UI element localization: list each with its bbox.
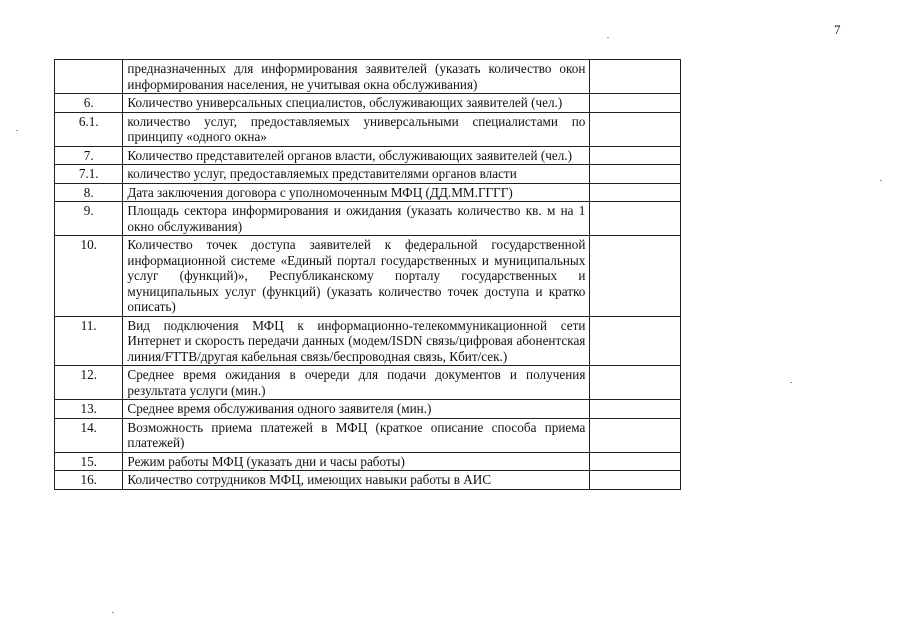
- row-value-cell: [590, 94, 681, 113]
- row-value-cell: [590, 183, 681, 202]
- row-value-cell: [590, 146, 681, 165]
- table-row: [55, 366, 681, 400]
- scan-speck: [112, 612, 114, 613]
- row-description: Среднее время обслуживания одного заявителя (мин.): [123, 400, 590, 419]
- scan-speck: [880, 180, 882, 181]
- row-description: Количество сотрудников МФЦ, имеющих навыки работы в АИС: [123, 471, 590, 490]
- table-row: [55, 112, 681, 146]
- row-description: предназначенных для информирования заявителей (указать количество окон информирования населения, не учитывая окна обслуживания): [123, 60, 590, 94]
- row-number: 14.: [55, 418, 123, 452]
- row-number: 16.: [55, 471, 123, 490]
- row-number: 6.: [55, 94, 123, 113]
- row-description: Количество универсальных специалистов, обслуживающих заявителей (чел.): [123, 94, 590, 113]
- scan-speck: [790, 382, 792, 383]
- row-value-cell: [590, 418, 681, 452]
- scan-speck: [16, 130, 18, 131]
- row-value-cell: [590, 236, 681, 317]
- row-number: 7.: [55, 146, 123, 165]
- row-description: количество услуг, предоставляемых представителями органов власти: [123, 165, 590, 184]
- row-number: 13.: [55, 400, 123, 419]
- row-value-cell: [590, 112, 681, 146]
- row-number: 8.: [55, 183, 123, 202]
- row-number: 15.: [55, 452, 123, 471]
- row-description: Среднее время ожидания в очереди для подачи документов и получения результата услуги (мин.): [123, 366, 590, 400]
- table-row: [55, 471, 681, 490]
- row-number: 7.1.: [55, 165, 123, 184]
- row-value-cell: [590, 202, 681, 236]
- row-number: 6.1.: [55, 112, 123, 146]
- row-description: Вид подключения МФЦ к информационно-телекоммуникационной сети Интернет и скорость передачи данных (модем/ISDN связь/цифровая абонентская линия/FTTB/другая кабельная связь/беспроводная связь, Кбит/сек.): [123, 316, 590, 366]
- row-description: Площадь сектора информирования и ожидания (указать количество кв. м на 1 окно обслуживания): [123, 202, 590, 236]
- table-row: [55, 400, 681, 419]
- page-number: 7: [834, 22, 841, 37]
- table-row: [55, 452, 681, 471]
- row-description: Количество представителей органов власти, обслуживающих заявителей (чел.): [123, 146, 590, 165]
- row-value-cell: [590, 316, 681, 366]
- row-number: 12.: [55, 366, 123, 400]
- row-description: Режим работы МФЦ (указать дни и часы работы): [123, 452, 590, 471]
- table-row: [55, 146, 681, 165]
- row-value-cell: [590, 400, 681, 419]
- row-number: 11.: [55, 316, 123, 366]
- row-value-cell: [590, 471, 681, 490]
- row-description: Возможность приема платежей в МФЦ (краткое описание способа приема платежей): [123, 418, 590, 452]
- table-row: [55, 165, 681, 184]
- row-description: Дата заключения договора с уполномоченным МФЦ (ДД.ММ.ГГГГ): [123, 183, 590, 202]
- row-number: 9.: [55, 202, 123, 236]
- row-value-cell: [590, 60, 681, 94]
- row-description: количество услуг, предоставляемых универсальными специалистами по принципу «одного окна»: [123, 112, 590, 146]
- table-row: [55, 316, 681, 366]
- table-row: [55, 236, 681, 317]
- table-row: [55, 183, 681, 202]
- row-number: [55, 60, 123, 94]
- row-value-cell: [590, 165, 681, 184]
- row-value-cell: [590, 452, 681, 471]
- table-row: [55, 202, 681, 236]
- row-description: Количество точек доступа заявителей к федеральной государственной информационной системе «Единый портал государственных и муниципальных услуг (функций)», Республиканскому порталу государственных и муниципальных услуг (функций) (указать количество точек доступа и кратко описать): [123, 236, 590, 317]
- table-row: [55, 418, 681, 452]
- table-row: [55, 94, 681, 113]
- data-table: [54, 59, 681, 490]
- scan-speck: [607, 37, 609, 38]
- row-number: 10.: [55, 236, 123, 317]
- table-row: [55, 60, 681, 94]
- row-value-cell: [590, 366, 681, 400]
